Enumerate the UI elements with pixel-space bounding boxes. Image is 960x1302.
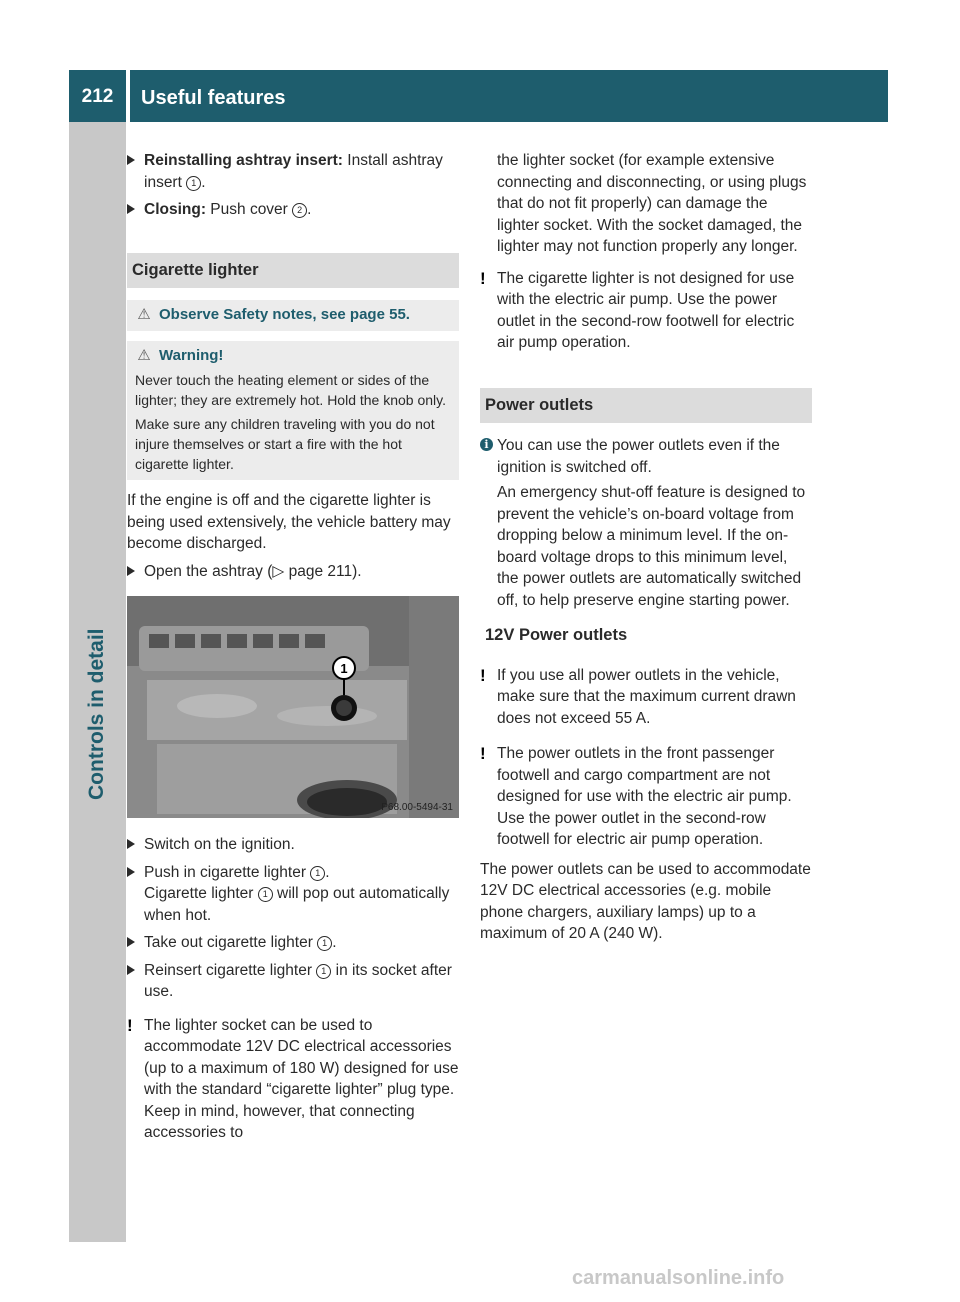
- watermark: carmanualsonline.info: [572, 1267, 785, 1289]
- left-column: [127, 150, 459, 1152]
- step-arrow-icon: [127, 204, 135, 214]
- safety-note-box: [127, 300, 459, 331]
- step-text[interactable]: Open the ashtray (▷ page 211).: [144, 562, 362, 580]
- step-arrow-icon: [127, 867, 135, 877]
- step-arrow-icon: [127, 839, 135, 849]
- safety-note[interactable]: [135, 305, 451, 325]
- step-text: will pop out automatically when hot.: [144, 885, 450, 924]
- step-push-lighter: [127, 862, 459, 927]
- note-front-outlets: [480, 743, 812, 851]
- note-text: The power outlets in the front passenger footwell and cargo compartment are not designed for use with the electric air pump. Use the power outlet in the second-row footwell for electric air pump operation.: [497, 745, 792, 848]
- step-reinstall: [127, 150, 459, 193]
- warning-heading: [135, 346, 451, 366]
- step-closing: [127, 199, 459, 221]
- info-text: An emergency shut-off feature is designed to prevent the vehicle’s on-board voltage from dropping below a minimum level. If the on-board voltage drops to this minimum level, the power outlets are automatically switched off, to help preserve engine starting power.: [497, 484, 806, 609]
- note-max-current: [480, 665, 812, 730]
- warning-text: Make sure any children traveling with you do not injure themselves or start a fire with the hot cigarette lighter.: [135, 416, 435, 472]
- step-text: Reinsert cigarette lighter: [144, 961, 317, 979]
- step-text: Switch on the ignition.: [144, 836, 295, 853]
- safety-note-text: Observe Safety notes, see page 55.: [159, 306, 410, 323]
- callout-1-icon: 1: [316, 964, 331, 979]
- step-arrow-icon: [127, 937, 135, 947]
- section-title-power-outlets: Power outlets: [480, 388, 812, 424]
- exclamation-icon: !: [480, 744, 486, 763]
- sidebar-section-text: Controls in detail: [85, 628, 108, 800]
- step-arrow-icon: [127, 155, 135, 165]
- callout-1-icon: 1: [317, 936, 332, 951]
- step-text: .: [332, 934, 337, 951]
- exclamation-icon: !: [480, 665, 486, 685]
- note-lighter-socket: [127, 1015, 459, 1144]
- section-title-cigarette-lighter: Cigarette lighter: [127, 253, 459, 289]
- page-title: Useful features: [141, 87, 286, 109]
- exclamation-icon: !: [480, 268, 486, 288]
- photo-code: P68.00-5494-31: [381, 802, 453, 813]
- step-arrow-icon: [127, 965, 135, 975]
- step-text: Push cover: [206, 201, 293, 218]
- step-label: Reinstalling ashtray insert:: [144, 152, 343, 169]
- paragraph-power-outlets: The power outlets can be used to accommodate 12V DC electrical accessories (e.g. mobile phone chargers, auxiliary lamps) up to a maximum of 20 A (240 W).: [480, 860, 811, 942]
- step-text: Cigarette lighter: [144, 885, 258, 902]
- step-take-out: [127, 932, 459, 954]
- paragraph-battery: If the engine is off and the cigarette lighter is being used extensively, the vehicle battery may become discharged.: [127, 492, 451, 552]
- step-text: .: [201, 173, 206, 191]
- info-power-outlets: [480, 435, 812, 611]
- page-number: 212: [81, 86, 114, 107]
- paragraph-continued: the lighter socket (for example extensive connecting and disconnecting, or using plugs that do not fit properly) can damage the lighter socket. With the socket damaged, the lighter may not function properly any longer.: [497, 152, 807, 255]
- info-icon: i: [480, 438, 493, 451]
- step-text: Install ashtray insert: [144, 152, 443, 191]
- step-text: .: [307, 201, 312, 218]
- note-text: If you use all power outlets in the vehicle, make sure that the maximum current drawn does not exceed 55 A.: [497, 666, 796, 727]
- warning-triangle-icon: ⚠: [137, 306, 151, 323]
- cigarette-lighter-photo: [127, 596, 459, 818]
- warning-triangle-icon: ⚠: [137, 347, 151, 364]
- subsection-title-12v: 12V Power outlets: [485, 626, 628, 644]
- note-text: The lighter socket can be used to accommodate 12V DC electrical accessories (up to a maximum of 180 W) designed for use with the standard “cigarette lighter” plug type. Keep in mind, however, that connecting accessories to: [144, 1016, 459, 1141]
- step-reinsert: [127, 960, 459, 1003]
- note-air-pump: [480, 268, 812, 354]
- step-text: in its socket after use.: [144, 961, 452, 1000]
- step-text: Push in cigarette lighter: [144, 863, 311, 881]
- note-text: The cigarette lighter is not designed for use with the electric air pump. Use the power outlet in the second-row footwell for electric air pump operation.: [497, 269, 795, 351]
- step-open-ashtray: [127, 561, 459, 583]
- step-text: .: [325, 863, 330, 881]
- exclamation-icon: !: [127, 1015, 133, 1035]
- warning-box: [127, 341, 459, 480]
- callout-1-icon: 1: [258, 887, 273, 902]
- callout-1-icon: 1: [186, 176, 201, 191]
- sidebar-section-label: [76, 520, 116, 800]
- step-ignition: [127, 834, 459, 856]
- step-text: Take out cigarette lighter: [144, 934, 318, 951]
- photo-illustration: [127, 596, 459, 818]
- warning-text: Never touch the heating element or sides of the lighter; they are extremely hot. Hold the knob only.: [135, 372, 447, 408]
- step-label: Closing:: [144, 201, 206, 218]
- callout-1-icon: 1: [310, 866, 325, 881]
- photo-callout: 1: [340, 661, 348, 676]
- info-text: You can use the power outlets even if the ignition is switched off.: [497, 437, 780, 476]
- right-column: [480, 150, 812, 951]
- callout-2-icon: 2: [292, 203, 307, 218]
- warning-title: Warning!: [159, 347, 224, 364]
- step-arrow-icon: [127, 566, 135, 576]
